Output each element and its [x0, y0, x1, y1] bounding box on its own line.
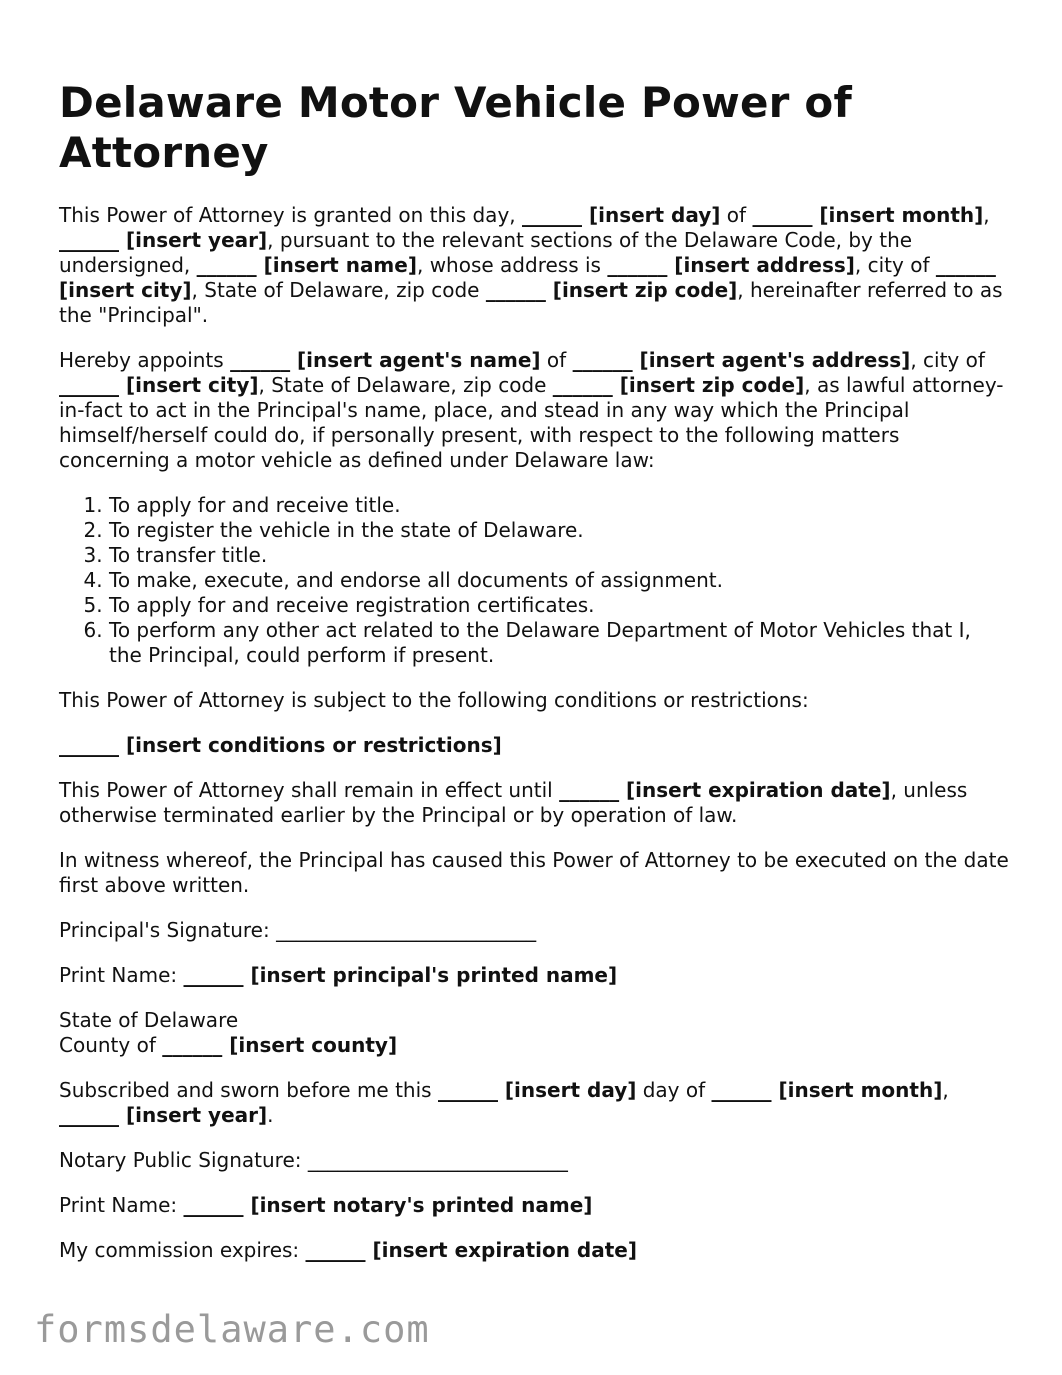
expiration-field: ______ [insert expiration date]	[559, 778, 891, 802]
intro-text: , city of	[854, 253, 936, 277]
agent-zip-field: ______ [insert zip code]	[552, 373, 805, 397]
state-line: State of Delaware	[59, 1008, 239, 1032]
year-field: ______ [insert year]	[59, 228, 268, 252]
appoint-text: , as lawful attorney-in-fact to act in the Principal's name, place, and stead in any way which the Principal himself/herself could do, if personally present, with respect to the following matters concerning a motor vehicle as defined under Delaware law:	[59, 373, 1004, 472]
witness-paragraph: In witness whereof, the Principal has caused this Power of Attorney to be executed on the date first above written.	[59, 848, 1009, 897]
address-field: ______ [insert address]	[607, 253, 855, 277]
principal-print-name: Print Name: ______ [insert principal's printed name]	[59, 963, 618, 987]
document-page	[59, 78, 1009, 1283]
intro-text: of	[720, 203, 753, 227]
sworn-day-field: ______ [insert day]	[437, 1078, 637, 1102]
list-item: 2. To register the vehicle in the state of Delaware.	[109, 518, 1009, 543]
conditions-intro: This Power of Attorney is subject to the following conditions or restrictions:	[59, 688, 809, 712]
sworn-paragraph: Subscribed and sworn before me this ______ [insert day] day of ______ [insert month], ______ [insert year].	[59, 1078, 949, 1127]
list-item: 1. To apply for and receive title.	[109, 493, 1009, 518]
list-item: 4. To make, execute, and endorse all documents of assignment.	[109, 568, 1009, 593]
signature-blank: __________________________	[276, 918, 537, 942]
intro-text: , hereinafter referred to as the "Principal".	[59, 278, 1003, 327]
notary-signature-line: Notary Public Signature: __________________________	[59, 1148, 568, 1172]
appoint-paragraph	[59, 348, 1009, 473]
effect-text: This Power of Attorney shall remain in effect until	[59, 778, 560, 802]
intro-text: This Power of Attorney is granted on this day,	[59, 203, 522, 227]
appoint-text: , State of Delaware, zip code	[258, 373, 553, 397]
signature-blank: __________________________	[307, 1148, 568, 1172]
city-field: ______ [insert city]	[59, 253, 996, 302]
sworn-month-field: ______ [insert month]	[711, 1078, 943, 1102]
notary-print-name: Print Name: ______ [insert notary's printed name]	[59, 1193, 593, 1217]
zip-field: ______ [insert zip code]	[485, 278, 738, 302]
powers-list	[59, 493, 1009, 668]
principal-signature-line: Principal's Signature: __________________________	[59, 918, 537, 942]
watermark: formsdelaware.com	[34, 1308, 430, 1351]
county-field: ______ [insert county]	[162, 1033, 398, 1057]
intro-text: ,	[983, 203, 990, 227]
agent-address-field: ______ [insert agent's address]	[572, 348, 911, 372]
agent-city-field: ______ [insert city]	[59, 373, 259, 397]
intro-text: , whose address is	[416, 253, 608, 277]
appoint-text: Hereby appoints	[59, 348, 231, 372]
intro-paragraph	[59, 203, 1009, 328]
commission-expires: My commission expires: ______ [insert expiration date]	[59, 1238, 638, 1262]
agent-name-field: ______ [insert agent's name]	[230, 348, 541, 372]
intro-text: , pursuant to the relevant sections of the Delaware Code, by the undersigned,	[59, 228, 913, 277]
appoint-text: of	[540, 348, 573, 372]
conditions-field: ______ [insert conditions or restrictions]	[59, 733, 502, 757]
day-field: ______ [insert day]	[522, 203, 721, 227]
list-item: 6. To perform any other act related to the Delaware Department of Motor Vehicles that I, the Principal, could perform if present.	[109, 618, 1009, 668]
page-title: Delaware Motor Vehicle Power of Attorney	[59, 78, 852, 177]
notary-venue: State of Delaware County of ______ [insert county]	[59, 1008, 398, 1057]
list-item: 5. To apply for and receive registration certificates.	[109, 593, 1009, 618]
sworn-year-field: ______ [insert year]	[59, 1103, 268, 1127]
intro-text: , State of Delaware, zip code	[191, 278, 486, 302]
appoint-text: , city of	[910, 348, 985, 372]
list-item: 3. To transfer title.	[109, 543, 1009, 568]
effect-paragraph	[59, 778, 1009, 828]
name-field: ______ [insert name]	[196, 253, 417, 277]
month-field: ______ [insert month]	[752, 203, 984, 227]
effect-text: , unless otherwise terminated earlier by the Principal or by operation of law.	[59, 778, 968, 827]
